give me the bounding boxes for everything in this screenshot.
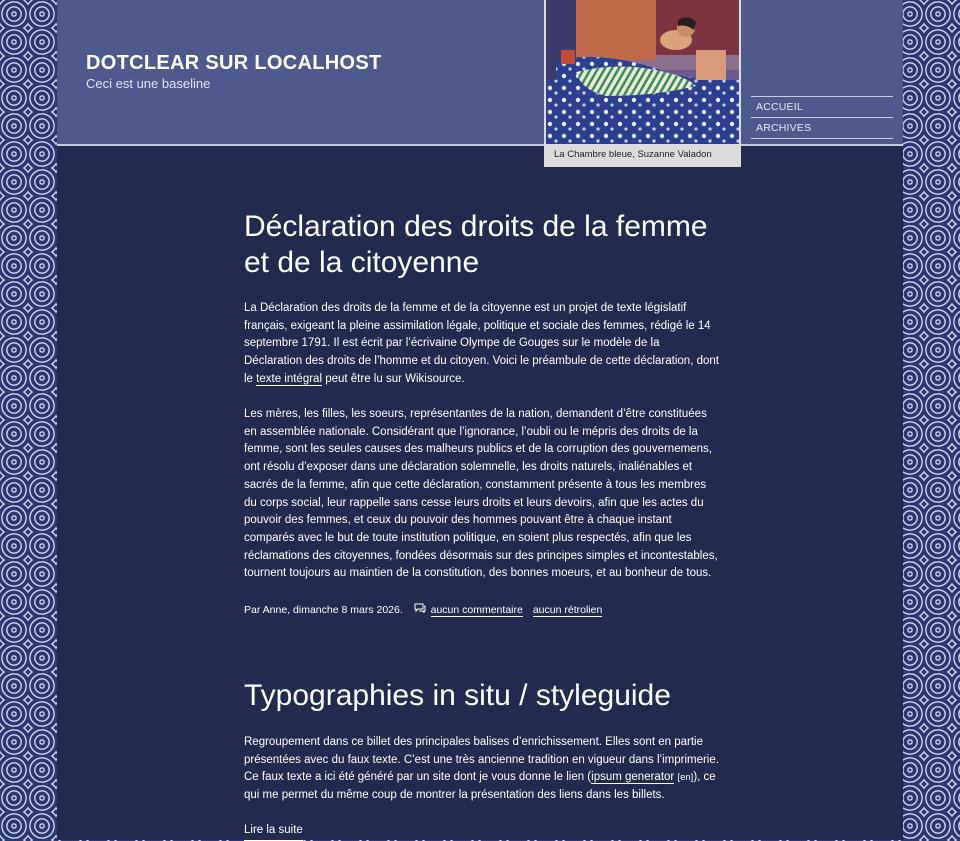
post-paragraph: Les mères, les filles, les soeurs, représentantes de la nation, demandent d’être constituées en assemblée nationale. Considérant que l’ignorance, l’oubli ou le mépris des droits de la femme, sont les seules causes des malheurs publics et de la corruption des gouvernemens, ont résolu d’exposer dans une déclaration solemnelle, les droits naturels, inaliénables et sacrés de la femme, afin que cette déclaration, constamment présente à tous les membres du corps social, leur rappelle sans cesse leurs droits et leurs devoirs, afin que les actes du pouvoir des femmes, et ceux du pouvoir des hommes pouvant être à chaque instant comparés avec le but de toute institution politique, en soient plus respectés, afin que les réclamations des citoyennes, fondées désormais sur des principes simples et incontestables, tournent toujours au maintien de la constitution, des bonnes moeurs, et au bonheur de tous. [244,408,718,580]
post-text: peut être lu sur Wikisource. [322,372,465,385]
site-baseline: Ceci est une baseline [86,76,211,91]
post-title[interactable]: Typographies in situ / styleguide [244,679,671,712]
post-paragraph [244,734,720,805]
comment-icon [414,603,426,616]
comments-link[interactable]: aucun commentaire [430,604,523,616]
post-text: Regroupement dans ce billet des principales balises d’enrichissement. Elles sont en partie présentées avec du faux texte. C’est une très ancienne tradition en vigueur dans l’imprimerie. Ce faux texte a ici été généré par un site dont je vous donne le lien ( [244,736,719,784]
post-text: La Déclaration des droits de la femme et de la citoyenne est un projet de texte législatif français, exigeant la pleine assimilation légale, politique et sociale des femmes, rédigé le 14 septembre 1791. Il est écrit par l’écrivaine Olympe de Gouges sur le modèle de la Déclaration des droits de l’homme et du citoyen. Voici le préambule de cette déclaration, dont le [244,302,719,385]
ipsum-generator-link[interactable]: ipsum generator [591,771,675,784]
post-text: ), ce qui me permet du même coup de montrer la présentation des liens dans les billets. [244,771,716,802]
post-byline: Par Anne, dimanche 8 mars 2026. [244,604,403,616]
read-more-link[interactable]: Lire la suite [244,822,303,841]
trackbacks-link[interactable]: aucun rétrolien [532,604,603,616]
post-paragraph [244,300,720,389]
site-header [57,0,903,146]
main-nav [751,96,893,139]
header-image-figure [544,0,741,167]
header-image-caption: La Chambre bleue, Suzanne Valadon [554,149,712,160]
post-title[interactable]: Déclaration des droits de la femme et de la citoyenne [244,210,708,279]
language-tag: [en] [677,772,694,784]
site-title[interactable]: DOTCLEAR SUR LOCALHOST [86,52,382,74]
nav-item-archives[interactable]: ARCHIVES [751,118,893,139]
page [57,0,903,840]
post-meta [244,603,602,616]
texte-integral-link[interactable]: texte intégral [256,372,323,385]
nav-item-accueil[interactable]: ACCUEIL [751,97,893,118]
header-painting-image [546,0,739,144]
